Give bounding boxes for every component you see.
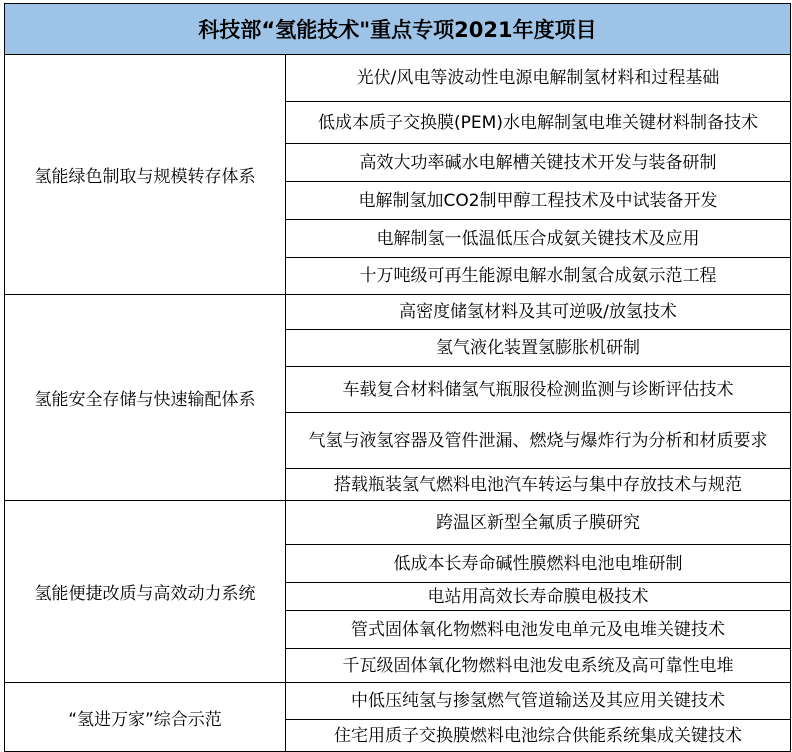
category-cell: “氢进万家”综合示范 <box>5 683 286 752</box>
category-cell: 氢能绿色制取与规模转存体系 <box>5 55 286 295</box>
project-item: 低成本质子交换膜(PEM)水电解制氢电堆关键材料制备技术 <box>286 102 791 144</box>
project-item: 光伏/风电等波动性电源电解制氢材料和过程基础 <box>286 55 791 102</box>
project-item: 管式固体氧化物燃料电池发电单元及电堆关键技术 <box>286 611 791 649</box>
category-cell: 氢能便捷改质与高效动力系统 <box>5 501 286 683</box>
project-item: 电解制氢一低温低压合成氨关键技术及应用 <box>286 220 791 258</box>
project-item: 高密度储氢材料及其可逆吸/放氢技术 <box>286 295 791 330</box>
project-item: 气氢与液氢容器及管件泄漏、燃烧与爆炸行为分析和材质要求 <box>286 413 791 469</box>
project-item: 高效大功率碱水电解槽关键技术开发与装备研制 <box>286 144 791 182</box>
project-item: 跨温区新型全氟质子膜研究 <box>286 501 791 545</box>
project-item: 住宅用质子交换膜燃料电池综合供能系统集成关键技术 <box>286 720 791 752</box>
project-table <box>4 3 791 752</box>
project-item: 电解制氢加CO2制甲醇工程技术及中试装备开发 <box>286 182 791 220</box>
project-item: 中低压纯氢与掺氢燃气管道输送及其应用关键技术 <box>286 683 791 720</box>
project-item: 电站用高效长寿命膜电极技术 <box>286 583 791 611</box>
project-item: 低成本长寿命碱性膜燃料电池电堆研制 <box>286 545 791 583</box>
category-cell: 氢能安全存储与快速输配体系 <box>5 295 286 501</box>
project-item: 车载复合材料储氢气瓶服役检测监测与诊断评估技术 <box>286 367 791 413</box>
project-item: 氢气液化装置氢膨胀机研制 <box>286 330 791 367</box>
table-title: 科技部“氢能技术"重点专项2021年度项目 <box>5 4 791 55</box>
project-item: 搭载瓶装氢气燃料电池汽车转运与集中存放技术与规范 <box>286 469 791 501</box>
project-item: 十万吨级可再生能源电解水制氢合成氨示范工程 <box>286 258 791 295</box>
project-item: 千瓦级固体氧化物燃料电池发电系统及高可靠性电堆 <box>286 649 791 683</box>
